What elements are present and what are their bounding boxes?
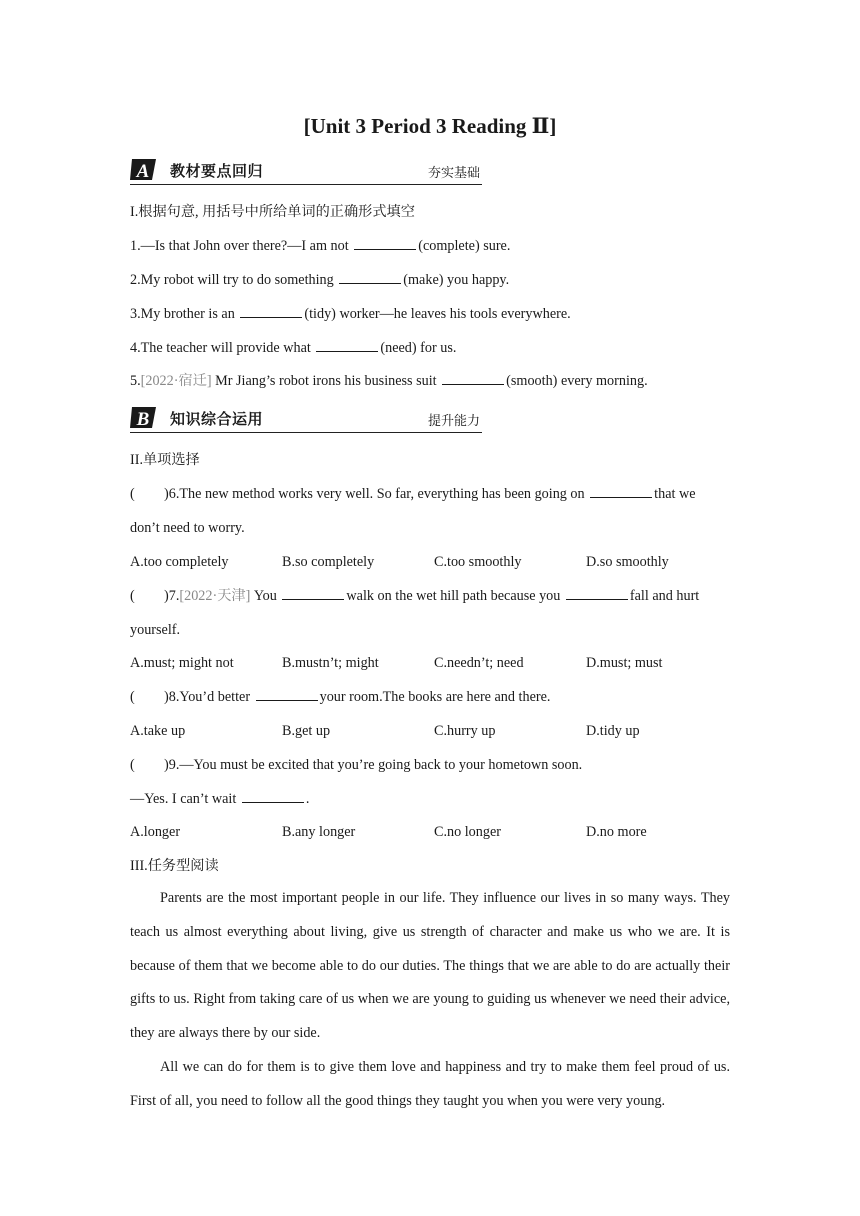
question-text: (complete) sure.: [418, 238, 511, 254]
question-7: [130, 587, 699, 605]
question-text: You: [250, 588, 281, 604]
question-2: [130, 271, 509, 289]
question-text: )9.—You must be excited that you’re going back to your hometown soon.: [164, 757, 583, 773]
answer-blank: [282, 587, 344, 600]
answer-blank[interactable]: [339, 271, 401, 284]
section-banner-a: [130, 155, 482, 185]
answer-blank: [242, 790, 304, 803]
question-text: (make) you happy.: [403, 272, 510, 288]
question-text: your room.The books are here and there.: [319, 689, 551, 705]
option-b[interactable]: B.mustn’t; might: [282, 655, 379, 671]
banner-tag: 夯实基础: [427, 166, 480, 181]
question-6-options: [130, 553, 669, 571]
badge-letter: A: [136, 161, 150, 182]
question-8: [130, 688, 550, 706]
question-9-continued: [130, 790, 309, 808]
question-source: [2022·天津]: [179, 588, 251, 604]
badge-letter: B: [136, 409, 150, 430]
question-text: .: [305, 791, 310, 807]
answer-blank: [566, 587, 628, 600]
option-a[interactable]: A.must; might not: [130, 655, 234, 671]
question-7-options: [130, 654, 662, 672]
question-text: 3.My brother is an: [130, 306, 239, 322]
answer-paren[interactable]: (: [130, 486, 135, 502]
option-a[interactable]: A.take up: [130, 723, 186, 739]
banner-rule: [130, 184, 482, 185]
option-c[interactable]: C.needn’t; need: [434, 655, 524, 671]
banner-name: 教材要点回归: [170, 162, 264, 180]
banner-tag: 提升能力: [427, 414, 480, 429]
option-c[interactable]: C.no longer: [434, 824, 501, 840]
question-text: 4.The teacher will provide what: [130, 340, 315, 356]
letter-a-badge-icon: [130, 157, 158, 182]
answer-blank[interactable]: [354, 237, 416, 250]
question-number: 5.: [130, 373, 141, 389]
option-d[interactable]: D.so smoothly: [586, 554, 669, 570]
option-d[interactable]: D.no more: [586, 824, 647, 840]
question-text: (smooth) every morning.: [506, 373, 648, 389]
answer-blank: [256, 688, 318, 701]
reading-paragraph-2: All we can do for them is to give them love and happiness and try to make them feel proud of us. First of all, you need to follow all the good things they taught you when you were very young.: [130, 1059, 730, 1109]
question-3: [130, 305, 571, 323]
option-d[interactable]: D.must; must: [586, 655, 663, 671]
question-text: —Yes. I can’t wait: [130, 791, 240, 807]
question-source: [2022·宿迁]: [140, 373, 212, 389]
question-9: [130, 756, 582, 774]
question-6-continued: don’t need to worry.: [130, 520, 245, 536]
question-4: [130, 339, 456, 357]
option-a[interactable]: A.too completely: [130, 554, 229, 570]
option-b[interactable]: B.any longer: [282, 824, 356, 840]
question-text: 1.—Is that John over there?—I am not: [130, 238, 353, 254]
section-2-heading: II.单项选择: [130, 452, 200, 468]
question-6: [130, 485, 696, 503]
question-text: walk on the wet hill path because you: [346, 588, 564, 604]
letter-b-badge-icon: [130, 405, 158, 430]
question-text: )8.You’d better: [164, 689, 254, 705]
question-text: Mr Jiang’s robot irons his business suit: [211, 373, 441, 389]
option-a[interactable]: A.longer: [130, 824, 181, 840]
answer-blank[interactable]: [240, 305, 302, 318]
question-text: that we: [654, 486, 696, 502]
banner-name: 知识综合运用: [170, 410, 264, 428]
answer-paren[interactable]: (: [130, 588, 135, 604]
answer-blank[interactable]: [316, 339, 378, 352]
option-c[interactable]: C.hurry up: [434, 723, 496, 739]
option-d[interactable]: D.tidy up: [586, 723, 640, 739]
question-9-options: [130, 823, 647, 841]
answer-blank[interactable]: [442, 372, 504, 385]
banner-rule: [130, 432, 482, 433]
option-b[interactable]: B.so completely: [282, 554, 375, 570]
answer-blank: [590, 485, 652, 498]
option-c[interactable]: C.too smoothly: [434, 554, 522, 570]
answer-paren[interactable]: (: [130, 689, 135, 705]
question-number: )7.: [164, 588, 180, 604]
question-text: 2.My robot will try to do something: [130, 272, 338, 288]
question-text: fall and hurt: [629, 588, 700, 604]
question-text: )6.The new method works very well. So far, everything has been going on: [164, 486, 589, 502]
section-3-heading: III.任务型阅读: [130, 858, 219, 874]
section-banner-b: [130, 403, 482, 433]
question-1: [130, 237, 510, 255]
reading-paragraph-1: Parents are the most important people in our life. They influence our lives in so many ways. They teach us almost everything about living, give us strength of character and make us who we are. It is because of them that we become able to do our duties. The things that we are able to do are actually their gifts to us. Right from taking care of us when we are young to guiding us whenever we need their advice, they are always there by our side.: [130, 890, 730, 1042]
question-7-continued: yourself.: [130, 622, 181, 638]
section-1-heading: I.根据句意, 用括号中所给单词的正确形式填空: [130, 204, 415, 220]
page-title: [Unit 3 Period 3 Reading Ⅱ]: [303, 114, 557, 138]
question-text: (tidy) worker—he leaves his tools everywhere.: [304, 306, 571, 322]
option-b[interactable]: B.get up: [282, 723, 331, 739]
answer-paren[interactable]: (: [130, 757, 135, 773]
question-text: (need) for us.: [380, 340, 457, 356]
question-8-options: [130, 722, 640, 740]
question-5: [130, 372, 648, 390]
